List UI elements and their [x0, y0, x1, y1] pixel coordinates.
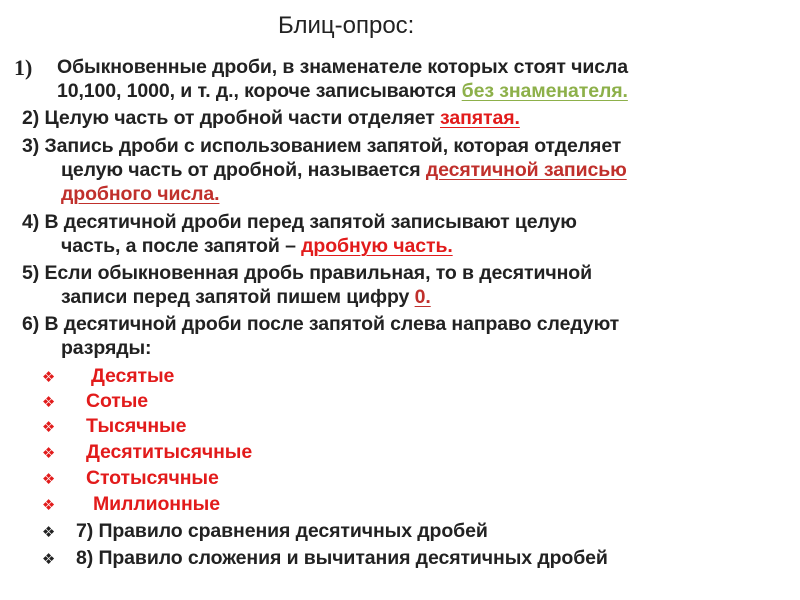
place-label: Тысячные: [86, 415, 187, 437]
item-4-number: 4): [22, 211, 40, 233]
item-2-number: 2): [22, 107, 40, 129]
place-item: [40, 466, 219, 492]
diamond-bullet-icon: ❖: [41, 419, 56, 436]
page-title: Блиц-опрос:: [278, 12, 415, 39]
extra-item-label: 7) Правило сравнения десятичных дробей: [76, 520, 488, 542]
diamond-bullet-icon: ❖: [41, 524, 56, 541]
item-6-number: 6): [22, 313, 40, 335]
item-1-answer: без знаменателя.: [461, 80, 628, 102]
item-3-line2-text: целую часть от дробной, называется: [61, 159, 426, 181]
diamond-bullet-icon: ❖: [41, 497, 56, 514]
item-3-text: Запись дроби с использованием запятой, которая отделяет: [44, 135, 622, 157]
place-item: [40, 414, 186, 440]
item-3-line2: [61, 158, 627, 182]
item-5-line2: [61, 285, 431, 309]
item-3-answer-part2: дробного числа.: [61, 183, 220, 205]
place-label: Миллионные: [93, 493, 220, 515]
item-1-line2: [57, 79, 628, 103]
place-label: Десятые: [91, 365, 175, 387]
item-4-answer: дробную часть.: [301, 235, 453, 257]
place-item: [40, 492, 220, 518]
item-2-text: Целую часть от дробной части отделяет: [44, 107, 440, 129]
item-3-answer-part1: десятичной записью: [425, 159, 627, 181]
item-5-text: Если обыкновенная дробь правильная, то в десятичной: [44, 262, 592, 284]
place-item: [40, 440, 252, 466]
item-4-line2-text: часть, а после запятой –: [61, 235, 302, 257]
item-6-line1: [22, 312, 619, 336]
item-3-number: 3): [22, 135, 40, 157]
item-5-number: 5): [22, 262, 40, 284]
diamond-bullet-icon: ❖: [41, 394, 56, 411]
place-label: Сотые: [86, 390, 149, 412]
item-1-number: 1): [14, 55, 33, 80]
place-label: Стотысячные: [86, 467, 219, 489]
item-2: [22, 106, 520, 130]
item-4-text: В десятичной дроби перед запятой записывают целую: [44, 211, 577, 233]
item-1-line2-text: 10,100, 1000, и т. д., короче записываются: [57, 80, 462, 102]
item-5-answer: 0.: [414, 286, 431, 308]
extra-item-label: 8) Правило сложения и вычитания десятичных дробей: [76, 547, 608, 569]
diamond-bullet-icon: ❖: [41, 551, 56, 568]
place-item: [40, 389, 148, 415]
item-6-text: В десятичной дроби после запятой слева направо следуют: [44, 313, 620, 335]
item-5-line1: [22, 261, 592, 285]
item-6-line2: разряды:: [61, 337, 152, 359]
diamond-bullet-icon: ❖: [41, 369, 56, 386]
place-label: Десятитысячные: [86, 441, 253, 463]
item-3-line3: [61, 182, 219, 206]
extra-item-7: [40, 519, 488, 545]
item-4-line2: [61, 234, 453, 258]
item-2-answer: запятая.: [439, 107, 520, 129]
diamond-bullet-icon: ❖: [41, 445, 56, 462]
item-1-line1: Обыкновенные дроби, в знаменателе которых стоят числа: [57, 56, 629, 78]
extra-item-8: [40, 546, 608, 572]
item-5-line2-text: записи перед запятой пишем цифру: [61, 286, 415, 308]
item-3-line1: [22, 134, 621, 158]
place-item: [40, 364, 174, 390]
item-4-line1: [22, 210, 577, 234]
diamond-bullet-icon: ❖: [41, 471, 56, 488]
